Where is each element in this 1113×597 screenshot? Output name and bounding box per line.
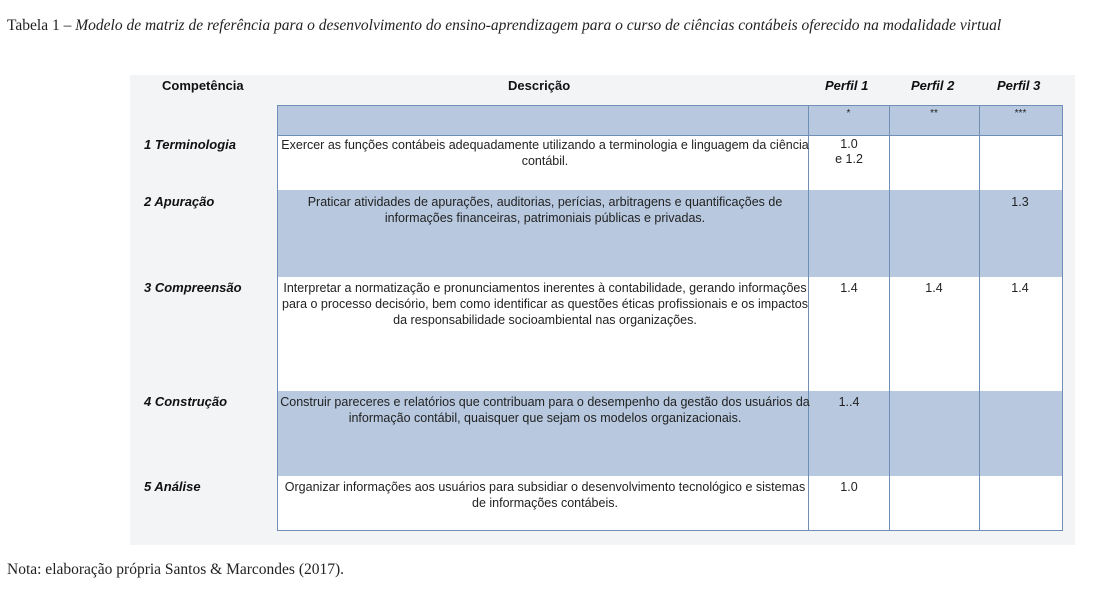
star-perfil-2: ** (930, 108, 938, 119)
caption-title: Modelo de matriz de referência para o desenvolvimento do ensino-aprendizagem para o curso de ciências contábeis oferecido na modalidade virtual (75, 17, 1002, 34)
table-caption (7, 17, 1107, 35)
grid-line (1062, 105, 1063, 531)
row-1-perfil-1 (809, 137, 889, 167)
row-4-perfil-1: 1..4 (838, 395, 860, 409)
row-5-competencia: 5 Análise (144, 479, 201, 494)
row-5-descricao: Organizar informações aos usuários para subsidiar o desenvolvimento tecnológico e sistemas de informações contábeis. (284, 480, 806, 510)
row-3-perfil-1: 1.4 (840, 281, 858, 295)
star-perfil-3: *** (1014, 108, 1027, 119)
grid-line (889, 105, 890, 531)
grid-line (277, 105, 278, 531)
row-4-competencia: 4 Construção (144, 394, 228, 409)
row-3-descricao: Interpretar a normatização e pronunciamentos inerentes à contabilidade, gerando informações para o processo decisório, bem como identificar as questões éticas profissionais e os impactos da responsabilidade socioambiental nas organizações. (282, 281, 808, 327)
grid-line (979, 105, 980, 531)
grid-line (277, 105, 1063, 106)
table-note: Nota: elaboração própria Santos & Marcondes (2017). (7, 561, 345, 578)
row-1-perfil-1-line-1: 1.0 (840, 137, 858, 151)
row-5-perfil-1: 1.0 (840, 480, 858, 494)
reference-matrix-table (130, 75, 1075, 545)
row-1-descricao: Exercer as funções contábeis adequadamente utilizando a terminologia e linguagem da ciência contábil. (281, 138, 809, 168)
row-2-descricao: Praticar atividades de apurações, auditorias, perícias, arbitragens e quantificações de informações financeiras, patrimoniais públicas e privadas. (307, 195, 783, 225)
row-2-competencia: 2 Apuração (144, 194, 215, 209)
header-perfil-3: Perfil 3 (997, 78, 1041, 93)
star-perfil-1: * (846, 108, 851, 119)
header-perfil-1: Perfil 1 (825, 78, 869, 93)
grid-line (277, 135, 1063, 136)
row-3-perfil-2: 1.4 (925, 281, 943, 295)
caption-prefix: Tabela 1 – (7, 17, 76, 34)
header-descricao: Descrição (508, 78, 571, 93)
row-1-competencia: 1 Terminologia (144, 137, 236, 152)
grid-line (277, 530, 1063, 531)
header-competencia: Competência (162, 78, 244, 93)
header-perfil-2: Perfil 2 (911, 78, 955, 93)
row-1-perfil-1-line-2: e 1.2 (835, 152, 863, 166)
row-3-competencia: 3 Compreensão (144, 280, 242, 295)
row-2-perfil-3: 1.3 (1011, 195, 1029, 209)
row-4-descricao: Construir pareceres e relatórios que contribuam para o desempenho da gestão dos usuários da informação contábil, quaisquer que sejam os modelos organizacionais. (280, 395, 810, 425)
row-3-perfil-3: 1.4 (1011, 281, 1029, 295)
